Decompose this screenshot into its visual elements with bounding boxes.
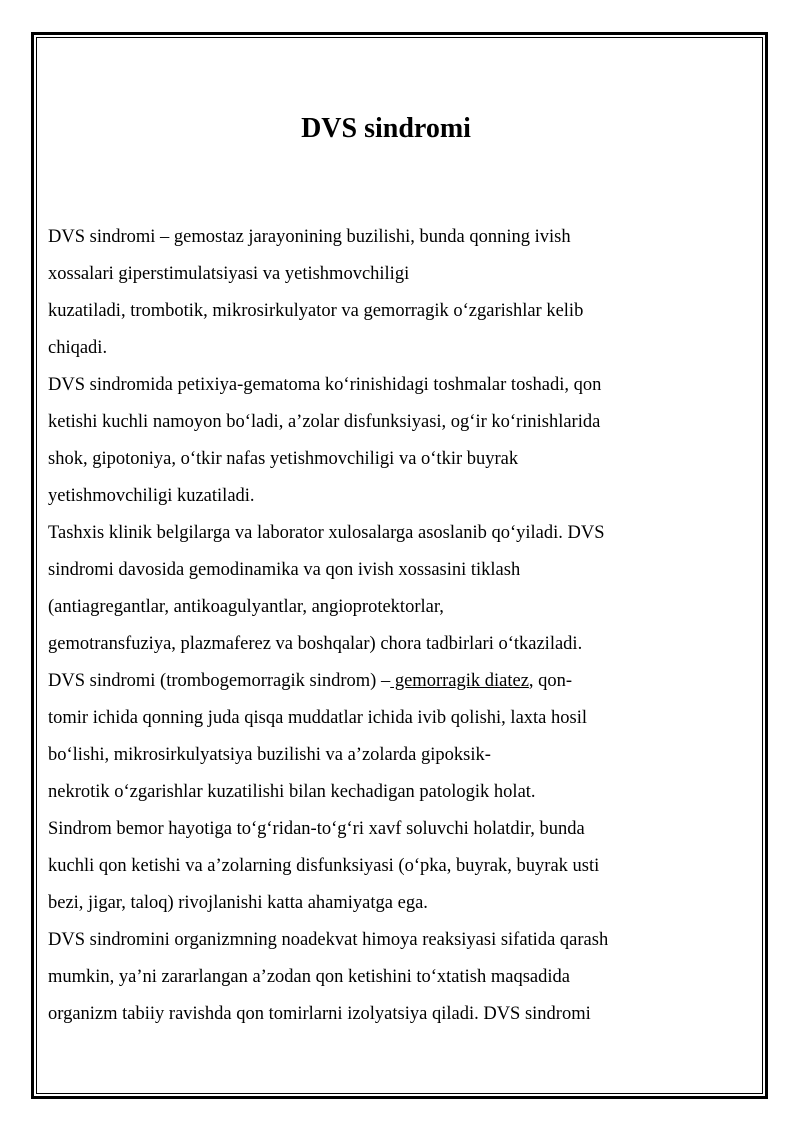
text-segment: , qon- bbox=[528, 671, 573, 691]
text-line: tomir ichida qonning juda qisqa muddatlar ichida ivib qolishi, laxta hosil bbox=[48, 708, 587, 728]
gemorragik-diatez-link[interactable]: gemorragik diatez bbox=[390, 671, 529, 691]
text-line: gemotransfuziya, plazmaferez va boshqalar) chora tadbirlari o‘tkaziladi. bbox=[48, 634, 583, 654]
text-line: Tashxis klinik belgilarga va laborator xulosalarga asoslanib qo‘yiladi. DVS bbox=[48, 523, 605, 543]
text-segment: DVS sindromi (trombogemorragik sindrom) – bbox=[48, 671, 391, 691]
document-title: DVS sindromi bbox=[301, 113, 471, 144]
text-line: DVS sindromi – gemostaz jarayonining buzilishi, bunda qonning ivish bbox=[48, 227, 571, 247]
text-line: xossalari giperstimulatsiyasi va yetishmovchiligi bbox=[48, 264, 410, 284]
text-line: kuchli qon ketishi va a’zolarning disfunksiyasi (o‘pka, buyrak, buyrak usti bbox=[48, 856, 600, 876]
text-line: bo‘lishi, mikrosirkulyatsiya buzilishi va a’zolarda gipoksik- bbox=[48, 745, 491, 765]
text-line: yetishmovchiligi kuzatiladi. bbox=[48, 486, 255, 506]
text-line: kuzatiladi, trombotik, mikrosirkulyator va gemorragik o‘zgarishlar kelib bbox=[48, 301, 584, 321]
text-line: shok, gipotoniya, o‘tkir nafas yetishmovchiligi va o‘tkir buyrak bbox=[48, 449, 519, 469]
text-line: chiqadi. bbox=[48, 338, 108, 358]
text-line: nekrotik o‘zgarishlar kuzatilishi bilan kechadigan patologik holat. bbox=[48, 782, 536, 802]
text-line: organizm tabiiy ravishda qon tomirlarni izolyatsiya qiladi. DVS sindromi bbox=[48, 1004, 591, 1024]
text-line: Sindrom bemor hayotiga to‘g‘ridan-to‘g‘ri xavf soluvchi holatdir, bunda bbox=[48, 819, 585, 839]
document-body bbox=[48, 222, 748, 1036]
text-line: ketishi kuchli namoyon bo‘ladi, a’zolar disfunksiyasi, og‘ir ko‘rinishlarida bbox=[48, 412, 601, 432]
text-line: (antiagregantlar, antikoagulyantlar, angioprotektorlar, bbox=[48, 597, 444, 617]
text-line: mumkin, ya’ni zararlangan a’zodan qon ketishini to‘xtatish maqsadida bbox=[48, 967, 570, 987]
text-line: bezi, jigar, taloq) rivojlanishi katta ahamiyatga ega. bbox=[48, 893, 428, 913]
text-line: sindromi davosida gemodinamika va qon ivish xossasini tiklash bbox=[48, 560, 521, 580]
text-line-with-link bbox=[48, 666, 748, 703]
text-line: DVS sindromida petixiya-gematoma ko‘rinishidagi toshmalar toshadi, qon bbox=[48, 375, 602, 395]
text-line: DVS sindromini organizmning noadekvat himoya reaksiyasi sifatida qarash bbox=[48, 930, 609, 950]
